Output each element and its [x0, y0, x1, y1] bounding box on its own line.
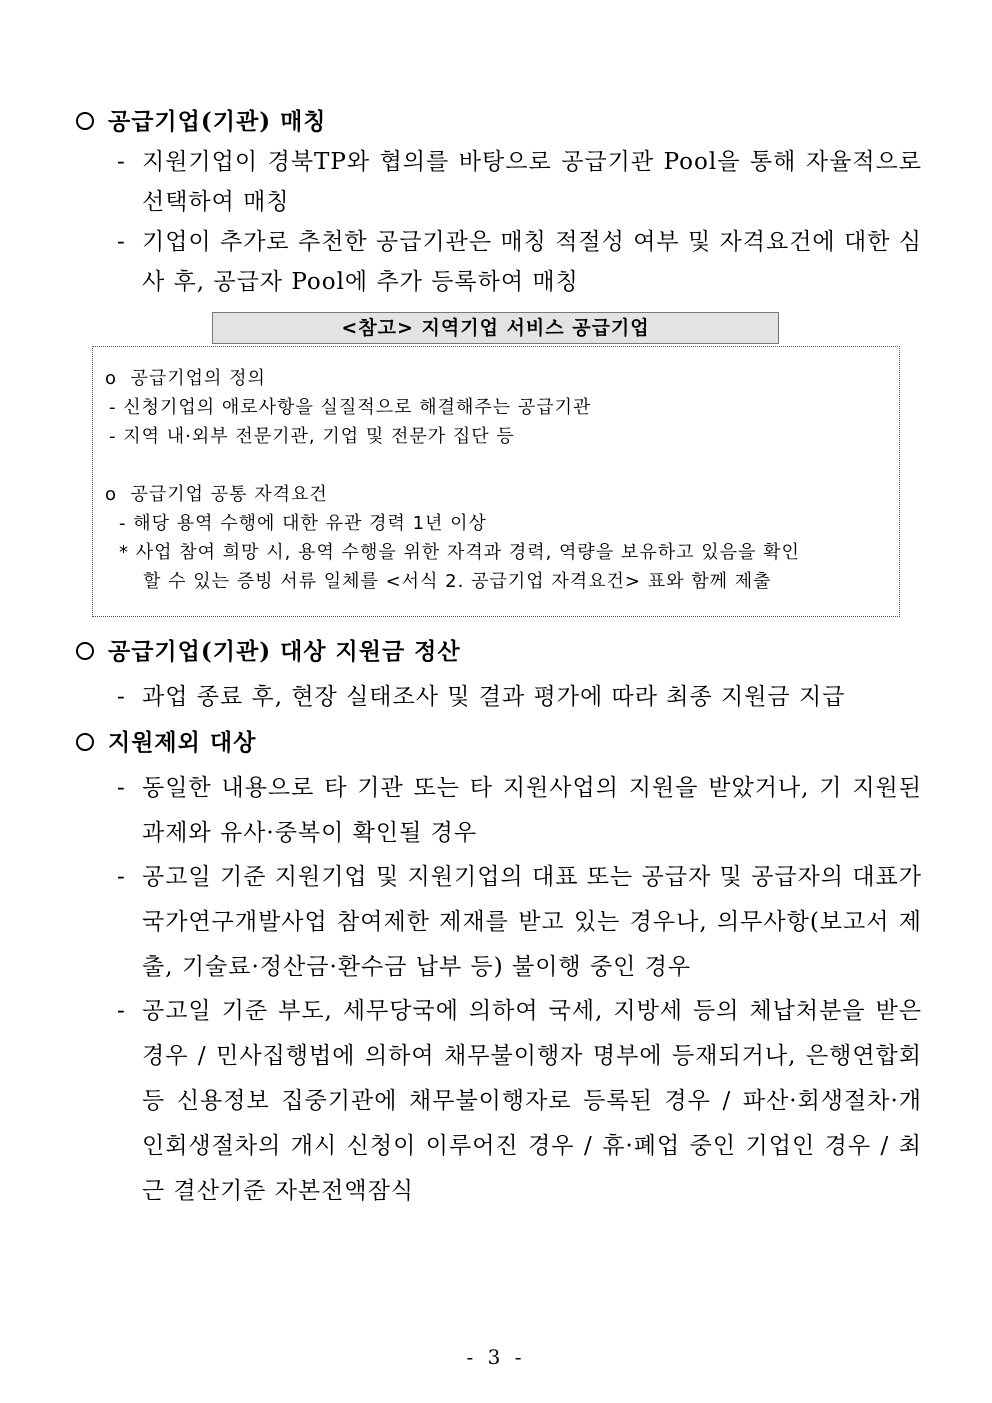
ref-note-text: 사업 참여 희망 시, 용역 수행을 위한 자격과 경력, 역량을 보유하고 있음을 확인	[135, 542, 800, 563]
list-item	[117, 677, 922, 717]
section-heading-text: 공급기업(기관) 대상 지원금 정산	[108, 638, 461, 665]
hollow-circle-icon	[76, 112, 94, 130]
list-item-text: 기업이 추가로 추천한 공급기관은 매칭 적절성 여부 및 자격요건에 대한 심사 후, 공급자 Pool에 추가 등록하여 매칭	[142, 229, 922, 295]
list-item	[117, 222, 922, 302]
list-item-text: 공고일 기준 부도, 세무당국에 의하여 국세, 지방세 등의 체납처분을 받은 경우 / 민사집행법에 의하여 채무불이행자 명부에 등재되거나, 은행연합회 등 신용정보 집중기관에 채무불이행자로 등록된 경우 / 파산·회생절차·개인회생절차의 개시 신청이 이루어진 경우 / 휴·폐업 중인 기업인 경우 / 최근 결산기준 자본전액잠식	[142, 998, 922, 1204]
list-item-text: 과업 종료 후, 현장 실태조사 및 결과 평가에 따라 최종 지원금 지급	[142, 684, 846, 710]
ref-definition-item	[109, 423, 515, 451]
ref-note-line	[143, 568, 771, 596]
ref-definition-heading-text: 공급기업의 정의	[130, 368, 266, 389]
dash-marker: -	[119, 513, 127, 534]
section-heading-subsidy-settlement	[76, 638, 461, 666]
ref-requirement-item	[119, 510, 487, 538]
dash-marker: -	[109, 426, 117, 447]
ref-note-line	[119, 539, 800, 567]
ref-requirement-heading-text: 공급기업 공통 자격요건	[130, 484, 328, 505]
circle-marker: o	[105, 484, 118, 505]
reference-box	[92, 346, 900, 617]
ref-definition-item	[109, 394, 591, 422]
dash-marker: -	[109, 397, 117, 418]
dash-marker: -	[117, 864, 126, 890]
list-item	[117, 989, 922, 1214]
list-item	[117, 766, 922, 856]
ref-definition-heading	[105, 365, 266, 393]
asterisk-marker: *	[119, 542, 129, 563]
ref-requirement-heading	[105, 481, 328, 509]
section-heading-supplier-matching	[76, 108, 327, 136]
page-number: - 3 -	[466, 1345, 526, 1369]
dash-marker: -	[117, 149, 126, 175]
dash-marker: -	[117, 775, 126, 801]
list-item	[117, 855, 922, 990]
dash-marker: -	[117, 229, 126, 255]
hollow-circle-icon	[76, 733, 94, 751]
dash-marker: -	[117, 684, 126, 710]
hollow-circle-icon	[76, 642, 94, 660]
ref-definition-item-text: 지역 내·외부 전문기관, 기업 및 전문가 집단 등	[123, 426, 515, 447]
reference-box-title: <참고> 지역기업 서비스 공급기업	[212, 312, 779, 344]
dash-marker: -	[117, 998, 126, 1024]
list-item-text: 동일한 내용으로 타 기관 또는 타 지원사업의 지원을 받았거나, 기 지원된 과제와 유사·중복이 확인될 경우	[142, 775, 922, 846]
ref-note-text: 할 수 있는 증빙 서류 일체를 <서식 2. 공급기업 자격요건> 표와 함께 제출	[143, 571, 772, 592]
list-item-text: 지원기업이 경북TP와 협의를 바탕으로 공급기관 Pool을 통해 자율적으로 선택하여 매칭	[142, 149, 922, 215]
section-heading-exclusion	[76, 729, 256, 757]
circle-marker: o	[105, 368, 118, 389]
section-heading-text: 공급기업(기관) 매칭	[108, 108, 327, 135]
ref-requirement-item-text: 해당 용역 수행에 대한 유관 경력 1년 이상	[133, 513, 487, 534]
section-heading-text: 지원제외 대상	[108, 729, 257, 756]
ref-definition-item-text: 신청기업의 애로사항을 실질적으로 해결해주는 공급기관	[123, 397, 592, 418]
list-item-text: 공고일 기준 지원기업 및 지원기업의 대표 또는 공급자 및 공급자의 대표가 국가연구개발사업 참여제한 제재를 받고 있는 경우나, 의무사항(보고서 제출, 기술료·정산금·환수금 납부 등) 불이행 중인 경우	[142, 864, 922, 980]
list-item	[117, 142, 922, 222]
